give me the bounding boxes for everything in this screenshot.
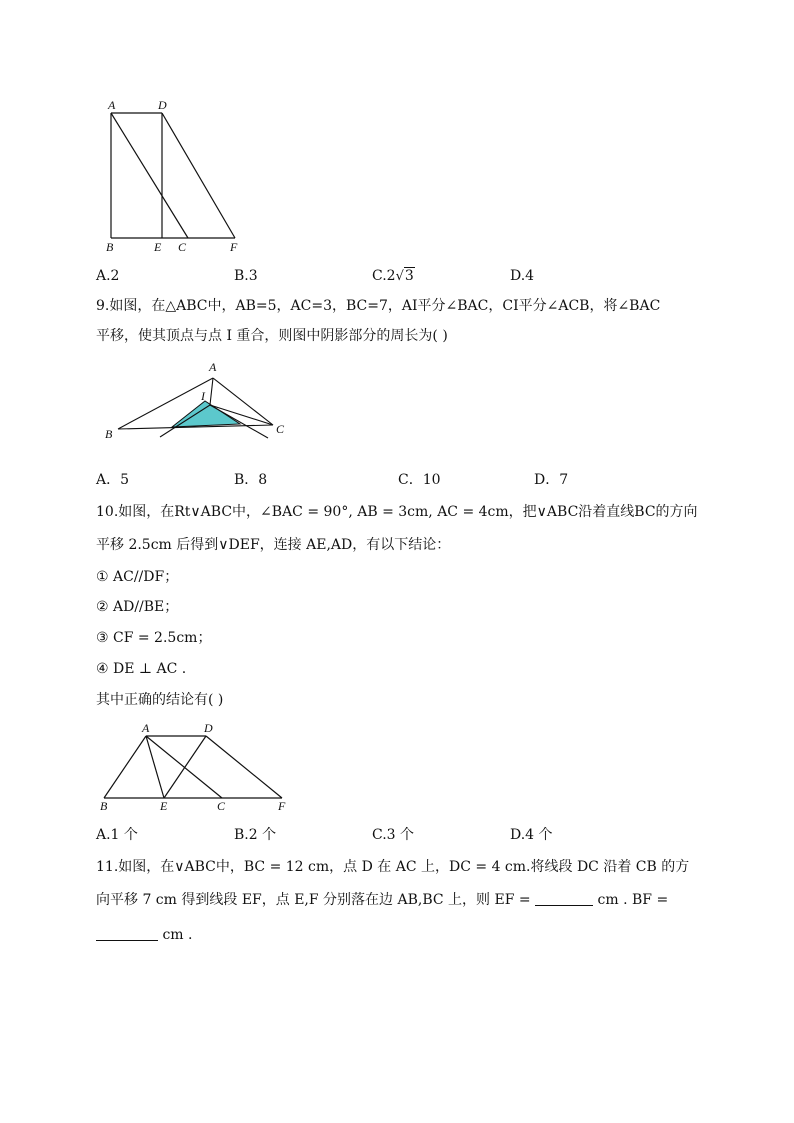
q9-figure [100, 358, 300, 442]
q9-label-b: B [105, 427, 113, 441]
q11-stem-line3 [96, 925, 192, 945]
q9-option-a: A．5 [96, 472, 130, 488]
q8-label-f: F [230, 240, 238, 254]
q11-line2-unit: cm . BF = [597, 892, 669, 908]
q9-stem-line1: 9.如图，在△ABC中，AB=5，AC=3，BC=7，AI平分∠BAC，CI平分∠ACB，将∠BAC [96, 298, 661, 314]
q10-question: 其中正确的结论有( ) [96, 692, 224, 708]
q10-conclusion-3: ③ CF = 2.5cm； [96, 630, 212, 646]
q10-option-b: B.2 个 [234, 827, 277, 843]
q10-label-d: D [204, 722, 213, 735]
q8-option-c-radicand: 3 [404, 268, 414, 284]
q8-label-b: B [106, 240, 114, 254]
q10-stem-line1: 10.如图，在Rt∨ABC中，∠BAC = 90°, AB = 3cm, AC = 4cm，把∨ABC沿着直线BC的方向 [96, 504, 698, 520]
q8-label-c: C [178, 240, 187, 254]
q10-option-c: C.3 个 [372, 827, 415, 843]
q10-option-a: A.1 个 [96, 827, 138, 843]
q11-stem-line2 [96, 890, 668, 910]
q9-stem-line2: 平移，使其顶点与点 I 重合，则图中阴影部分的周长为( ) [96, 328, 448, 344]
q9-option-c: C．10 [398, 472, 441, 488]
q8-option-b: B.3 [234, 268, 258, 284]
q8-option-c: C.2√3 [372, 268, 414, 284]
q10-option-d: D.4 个 [510, 827, 553, 843]
q8-option-a: A.2 [96, 268, 120, 284]
q10-label-e: E [160, 799, 168, 813]
q10-figure [96, 722, 296, 814]
q11-answer-bf[interactable] [96, 926, 158, 941]
q10-conclusion-1: ① AC//DF； [96, 569, 179, 585]
q9-label-a: A [209, 360, 217, 374]
q11-answer-ef[interactable] [535, 891, 593, 906]
q10-stem-line2: 平移 2.5cm 后得到∨DEF，连接 AE,AD，有以下结论： [96, 537, 451, 553]
q10-label-c: C [217, 799, 226, 813]
q9-option-d: D．7 [534, 472, 569, 488]
q10-conclusion-4: ④ DE ⊥ AC . [96, 661, 187, 677]
q8-option-d: D.4 [510, 268, 535, 284]
q11-line3-unit: cm . [162, 927, 193, 943]
q8-label-a: A [108, 98, 116, 112]
q11-line2-text: 向平移 7 cm 得到线段 EF，点 E,F 分别落在边 AB,BC 上，则 EF = [96, 892, 531, 908]
q10-conclusion-2: ② AD//BE； [96, 599, 179, 615]
q10-label-f: F [278, 799, 286, 813]
q8-label-e: E [154, 240, 162, 254]
q8-label-d: D [158, 98, 167, 112]
q9-label-i: I [201, 389, 205, 403]
q8-option-c-prefix: C. [372, 268, 387, 284]
q11-stem-line1: 11.如图，在∨ABC中，BC = 12 cm，点 D 在 AC 上，DC = 4 cm.将线段 DC 沿着 CB 的方 [96, 859, 690, 875]
q8-option-c-coef: 2 [386, 268, 396, 284]
q10-label-a: A [142, 722, 150, 735]
q9-option-b: B．8 [234, 472, 268, 488]
q8-figure [100, 96, 260, 256]
q9-label-c: C [276, 422, 285, 436]
q10-label-b: B [100, 799, 108, 813]
